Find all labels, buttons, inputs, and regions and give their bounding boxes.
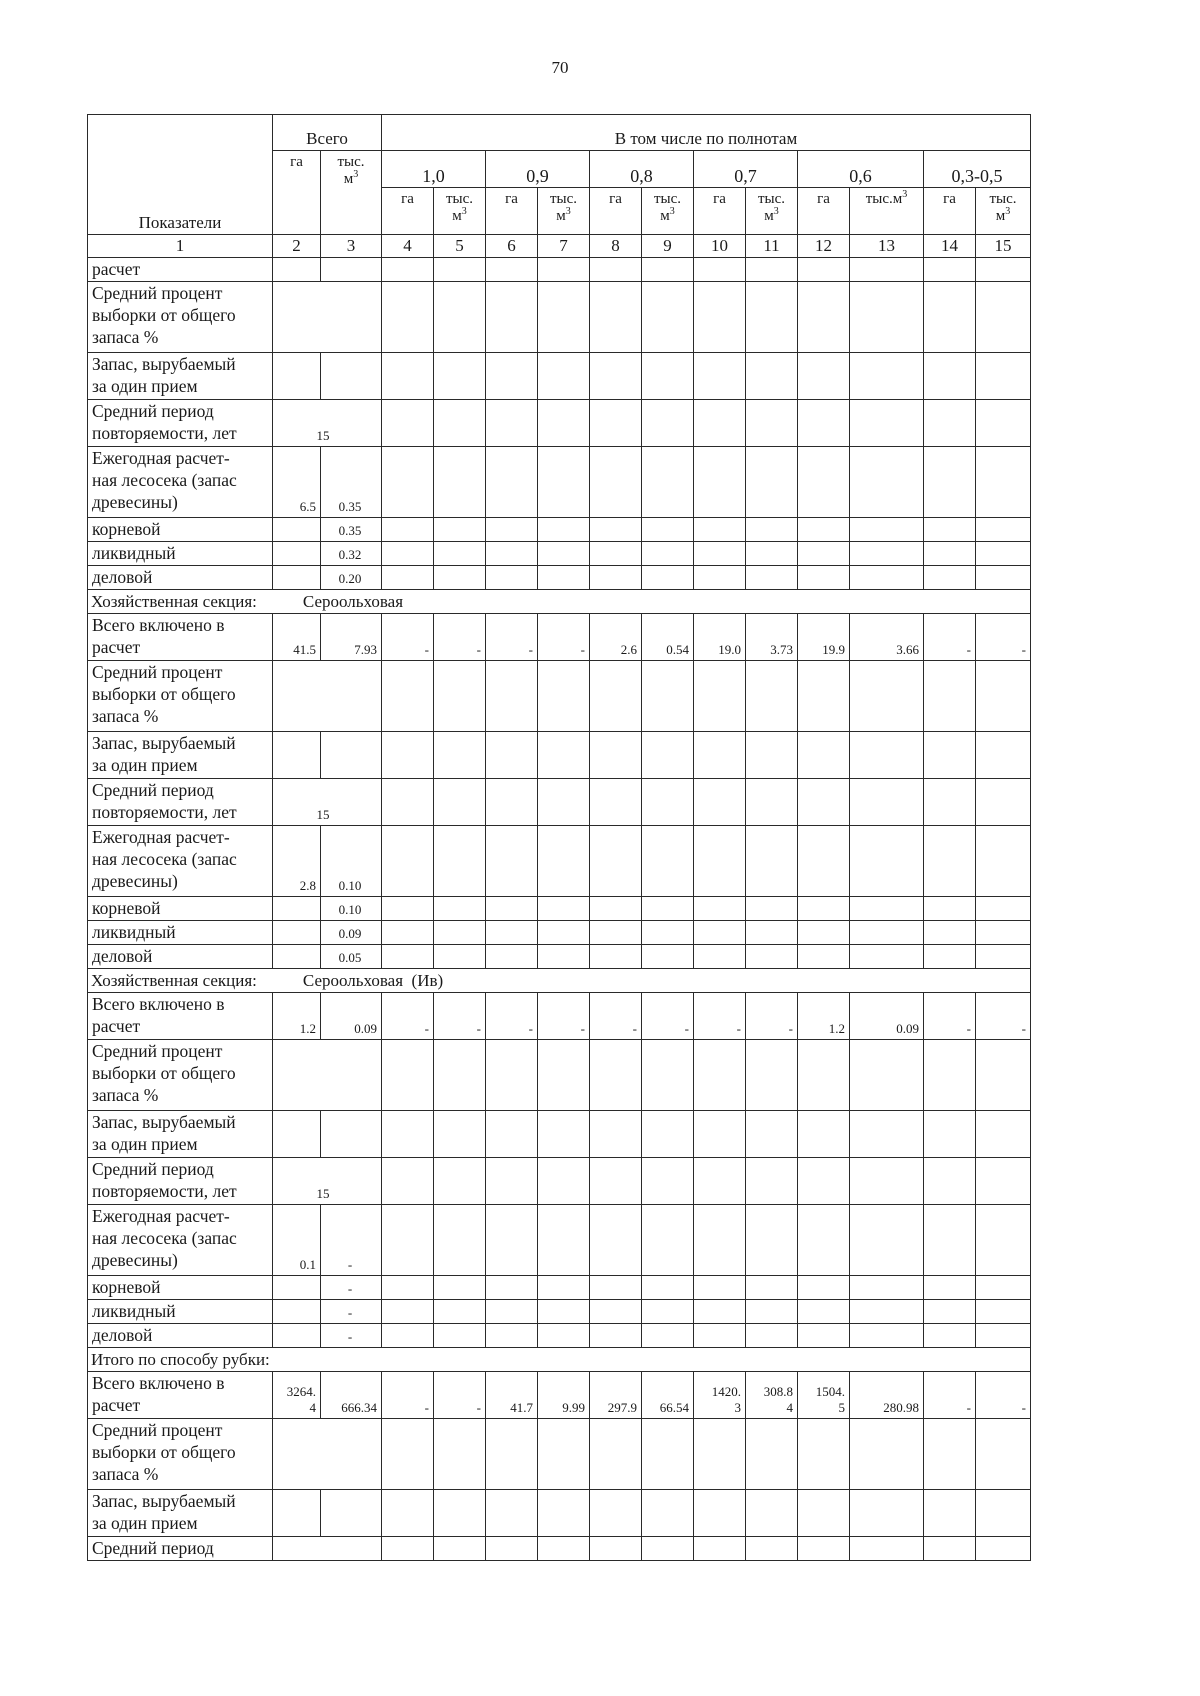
row-label: Средний период повторяемости, лет — [88, 779, 273, 826]
repeat-period-value: 15 — [273, 779, 382, 826]
row-label: корневой — [88, 1276, 273, 1300]
section-heading: Хозяйственная секция: Сероольховая (Ив) — [88, 969, 1031, 993]
table-cell: 1.2 — [273, 993, 321, 1040]
column-number: 1 — [88, 235, 273, 258]
table-cell: - — [976, 1372, 1031, 1419]
table-cell: 6.5 — [273, 447, 321, 518]
column-number: 11 — [746, 235, 798, 258]
row-label: Запас, вырубаемый за один прием — [88, 353, 273, 400]
row-label: Запас, вырубаемый за один прием — [88, 732, 273, 779]
table-cell: 1420. 3 — [694, 1372, 746, 1419]
row-label: Запас, вырубаемый за один прием — [88, 1490, 273, 1537]
table-cell: - — [321, 1324, 382, 1348]
total-header: Всего — [273, 115, 382, 151]
page-number: 70 — [551, 58, 569, 77]
table-cell: - — [538, 614, 590, 661]
row-label: расчет — [88, 258, 273, 282]
table-cell: 3.66 — [850, 614, 924, 661]
ha-subheader: га — [590, 188, 642, 235]
table-cell: 0.35 — [321, 518, 382, 542]
volume-subheader: тыс. $м^3$ — [434, 188, 486, 235]
table-cell: - — [434, 993, 486, 1040]
table-cell: 0.05 — [321, 945, 382, 969]
table-cell: 0.10 — [321, 826, 382, 897]
table-cell: 0.35 — [321, 447, 382, 518]
table-cell: 308.8 4 — [746, 1372, 798, 1419]
table-cell: - — [538, 993, 590, 1040]
table-cell: - — [382, 614, 434, 661]
column-number: 15 — [976, 235, 1031, 258]
table-cell: - — [924, 993, 976, 1040]
density-0-7-header: 0,7 — [694, 151, 798, 188]
table-cell: 66.54 — [642, 1372, 694, 1419]
table-cell: 0.20 — [321, 566, 382, 590]
table-cell: - — [924, 1372, 976, 1419]
volume-subheader: тыс. $м^3$ — [976, 188, 1031, 235]
column-number: 5 — [434, 235, 486, 258]
row-label: Запас, вырубаемый за один прием — [88, 1111, 273, 1158]
table-cell: - — [434, 1372, 486, 1419]
table-cell: 41.7 — [486, 1372, 538, 1419]
table-cell: - — [382, 993, 434, 1040]
table-cell: 19.9 — [798, 614, 850, 661]
table-cell: - — [976, 614, 1031, 661]
table-cell: - — [976, 993, 1031, 1040]
row-label: Всего включено в расчет — [88, 614, 273, 661]
volume-subheader: $тыс.м^3$ — [850, 188, 924, 235]
table-cell: 297.9 — [590, 1372, 642, 1419]
row-label: Средний период — [88, 1537, 273, 1561]
column-number: 13 — [850, 235, 924, 258]
table-cell: - — [321, 1300, 382, 1324]
ha-subheader: га — [798, 188, 850, 235]
row-label: Средний период повторяемости, лет — [88, 400, 273, 447]
column-number: 10 — [694, 235, 746, 258]
table-cell: 0.09 — [850, 993, 924, 1040]
column-number: 4 — [382, 235, 434, 258]
row-label: корневой — [88, 897, 273, 921]
table-cell: 0.1 — [273, 1205, 321, 1276]
indicators-header: Показатели — [88, 115, 273, 235]
row-label: Всего включено в расчет — [88, 1372, 273, 1419]
volume-subheader: тыс. $м^3$ — [642, 188, 694, 235]
row-label: ликвидный — [88, 921, 273, 945]
row-label: Средний процент выборки от общего запаса % — [88, 661, 273, 732]
table-cell: - — [746, 993, 798, 1040]
table-cell: 2.8 — [273, 826, 321, 897]
column-number: 8 — [590, 235, 642, 258]
ha-subheader: га — [694, 188, 746, 235]
table-cell: 0.32 — [321, 542, 382, 566]
column-number: 14 — [924, 235, 976, 258]
table-row — [88, 993, 1031, 1040]
table-cell: 280.98 — [850, 1372, 924, 1419]
ha-subheader: га — [382, 188, 434, 235]
table-cell: - — [590, 993, 642, 1040]
table-cell: - — [321, 1276, 382, 1300]
table-cell: 0.54 — [642, 614, 694, 661]
column-number: 6 — [486, 235, 538, 258]
row-label: Средний период повторяемости, лет — [88, 1158, 273, 1205]
density-0-8-header: 0,8 — [590, 151, 694, 188]
table-cell: 1.2 — [798, 993, 850, 1040]
table-cell: - — [486, 614, 538, 661]
row-label: Средний процент выборки от общего запаса % — [88, 1040, 273, 1111]
volume-subheader: тыс. $м^3$ — [746, 188, 798, 235]
table-cell: - — [694, 993, 746, 1040]
table-cell: 3.73 — [746, 614, 798, 661]
volume-subheader: тыс. $м^3$ — [538, 188, 590, 235]
table-cell: - — [434, 614, 486, 661]
row-label: Всего включено в расчет — [88, 993, 273, 1040]
table-cell: - — [924, 614, 976, 661]
repeat-period-value: 15 — [273, 400, 382, 447]
table-cell: 0.09 — [321, 993, 382, 1040]
row-label: Ежегодная расчет- ная лесосека (запас древесины) — [88, 447, 273, 518]
density-1-0-header: 1,0 — [382, 151, 486, 188]
column-number: 2 — [273, 235, 321, 258]
section-heading: Хозяйственная секция: Сероольховая — [88, 590, 1031, 614]
table-cell: 1504. 5 — [798, 1372, 850, 1419]
row-label: деловой — [88, 566, 273, 590]
table-cell: 7.93 — [321, 614, 382, 661]
column-number: 9 — [642, 235, 694, 258]
row-label: ликвидный — [88, 542, 273, 566]
ha-subheader: га — [486, 188, 538, 235]
repeat-period-value: 15 — [273, 1158, 382, 1205]
row-label: Средний процент выборки от общего запаса % — [88, 1419, 273, 1490]
row-label: Средний процент выборки от общего запаса % — [88, 282, 273, 353]
by-density-header: В том числе по полнотам — [382, 115, 1031, 151]
row-label: деловой — [88, 1324, 273, 1348]
density-0-3-0-5-header: 0,3-0,5 — [924, 151, 1031, 188]
column-number: 3 — [321, 235, 382, 258]
density-0-9-header: 0,9 — [486, 151, 590, 188]
table-cell: - — [486, 993, 538, 1040]
table-cell: 19.0 — [694, 614, 746, 661]
row-label: Ежегодная расчет- ная лесосека (запас древесины) — [88, 826, 273, 897]
table-cell: 0.10 — [321, 897, 382, 921]
method-total-heading: Итого по способу рубки: — [88, 1348, 1031, 1372]
table-cell: 666.34 — [321, 1372, 382, 1419]
table-row — [88, 1372, 1031, 1419]
table-cell: 0.09 — [321, 921, 382, 945]
row-label: деловой — [88, 945, 273, 969]
table-cell: - — [321, 1205, 382, 1276]
table-cell: 3264. 4 — [273, 1372, 321, 1419]
ha-subheader: га — [924, 188, 976, 235]
allowable-cut-table — [87, 114, 1031, 1561]
column-number: 12 — [798, 235, 850, 258]
table-cell: 41.5 — [273, 614, 321, 661]
total-ha-header: га — [273, 151, 321, 235]
table-cell: 2.6 — [590, 614, 642, 661]
table-row — [88, 614, 1031, 661]
total-volume-header: тыс. $м^3$ — [321, 151, 382, 235]
table-cell: - — [382, 1372, 434, 1419]
column-number: 7 — [538, 235, 590, 258]
table-cell: - — [642, 993, 694, 1040]
table-cell: 9.99 — [538, 1372, 590, 1419]
density-0-6-header: 0,6 — [798, 151, 924, 188]
row-label: ликвидный — [88, 1300, 273, 1324]
row-label: Ежегодная расчет- ная лесосека (запас древесины) — [88, 1205, 273, 1276]
row-label: корневой — [88, 518, 273, 542]
